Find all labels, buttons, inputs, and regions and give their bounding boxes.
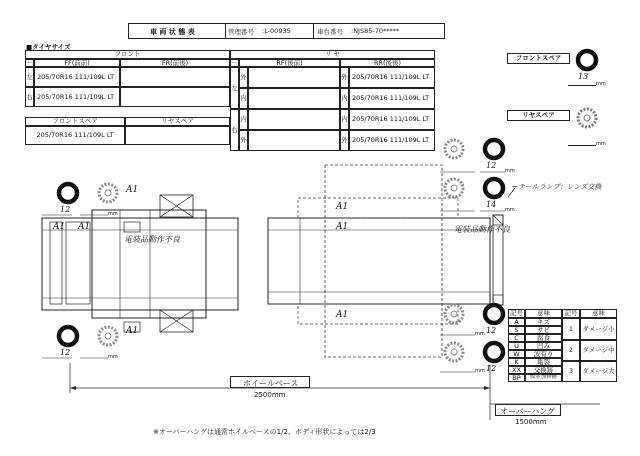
legend-code-c: C [508,334,525,342]
legend-code-w: W [508,350,525,358]
rear-left-outer2-tire-icon [482,176,506,200]
wheelbase-label: ホイールベース [243,379,299,388]
rr-left-outer: 205/70R16 111/109L LT [349,67,435,88]
rr-right-inner: 205/70R16 111/109L LT [349,109,435,130]
front-right-unit: mm [108,354,118,360]
sheet-title: 車 両 状 態 表 [150,28,195,36]
front-left-label: 左 [25,67,34,87]
front-left-unit: mm [108,211,118,217]
rear-right-outer-tire-icon [482,302,506,326]
front-left-depth: 12 [60,205,71,214]
legend-meaning-a: キズ [525,318,562,326]
legend-code-bp: BP [508,374,525,382]
legend-meaning-w: 波有り [525,350,562,358]
dash-cell-rear: － [231,58,238,67]
ff-left-value: 205/70R16 111/109L LT [34,67,120,87]
legend-meaning-c: 腐食 [525,334,562,342]
rear-spare-header: リヤスペア [125,117,230,126]
front-right-label: 右 [25,87,34,107]
rf-right-outer-tag: 外 [239,130,248,151]
legend-level-2-meaning: ダメージ中 [580,340,617,361]
tire-heading: ■タイヤサイズ [26,43,71,51]
legend-meaning-xx: 交換跡 [525,366,562,374]
rr-left-outer-tag: 外 [340,67,349,88]
wheelbase-value: 2500mm [254,391,286,399]
rear-left-depth: 12 [486,161,497,170]
damage-code-a1-5: A1 [336,202,349,212]
rr-header: RR(後後) [340,59,435,67]
legend-header-level: 記号 [562,309,580,318]
rear-bottom2-unit: mm [475,368,485,374]
legend-code-k: K [508,358,525,366]
rear-spare-box: リヤスペア [507,110,570,121]
rr-right-outer: 205/70R16 111/109L LT [349,130,435,151]
legend-meaning-k: 亀裂 [525,358,562,366]
legend-level-3: 3 [562,361,580,382]
legend-code-xx: XX [508,366,525,374]
ff-header: FF(前前) [34,59,120,67]
rear-left-outer-tire-icon [482,137,506,161]
front-spare-box: フロントスペア [507,53,570,64]
legend-header-level-meaning: 意味 [580,309,617,318]
damage-code-a1-1: A1 [126,185,139,195]
overhang-label: オーバーハング [500,407,556,416]
mgmt-label: 管理番号 [228,28,254,36]
legend-level-2: 2 [562,340,580,361]
front-right-depth: 12 [60,348,71,357]
front-spare-unit: mm [596,81,606,87]
rear-right-inner-tire-icon [442,302,466,326]
legend-code-u: U [508,342,525,350]
legend-level-3-meaning: ダメージ大 [580,361,617,382]
footnote: ※オーバーハングは通常ホイルベースの1/2、ボディ形状によっては2/3 [153,428,376,436]
rr-right-outer-tag: 外 [340,130,349,151]
note-electrical-left: 電装品動作不良 [124,235,180,244]
damage-code-a1-4: A1 [126,326,139,336]
legend-level-1-meaning: ダメージ小 [580,318,617,340]
rr-right-inner-tag: 内 [340,109,349,130]
rear-left-inner2-tire-icon [442,176,466,200]
rear-bottom-unit: mm [475,331,485,337]
rear-right-label: 右 [230,109,239,151]
legend-code-s: S [508,326,525,334]
front-spare-header: フロントスペア [25,117,125,126]
legend-header-meaning: 意味 [525,309,562,318]
chassis-value: :NJS85-70***** [351,27,400,35]
damage-code-a1-6: A1 [336,222,349,232]
rr-left-inner-tag: 内 [340,88,349,109]
rf-right-inner-tag: 内 [239,109,248,130]
rf-left-outer-tag: 外 [239,67,248,88]
rear-inner-depth: 14 [486,200,497,209]
overhang-value: 1500mm [515,418,547,426]
rf-left-inner-tag: 内 [239,88,248,109]
note-electrical-right: 電装品動作不良 [454,225,510,234]
ff-right-value: 205/70R16 111/109L LT [34,87,120,107]
front-spare-depth: 13 [578,72,589,81]
rear-left-unit: mm [505,168,515,174]
dash-cell-front: － [26,58,33,67]
rear-right-inner2-tire-icon [442,340,466,364]
chassis-label: 車台番号 [317,28,343,36]
front-spare-value: 205/70R16 111/109L LT [25,126,125,145]
mgmt-value: :L-00935 [262,27,291,35]
legend-level-1: 1 [562,318,580,340]
fr-header: FR(前後) [120,59,230,67]
legend-meaning-s: サビ [525,326,562,334]
legend-meaning-bp: 板金加修跡 [525,374,562,382]
rr-left-inner: 205/70R16 111/109L LT [349,88,435,109]
rf-header: RF(後前) [239,59,340,67]
rear-group-header: リ ヤ [230,50,435,59]
rear-bottom2-depth: 12 [486,364,497,373]
rear-bottom-depth: 12 [486,326,497,335]
note-taillamp: ←テールランプ：レンズ交換 [512,183,602,191]
rear-inner-unit: mm [505,207,515,213]
legend-header-code: 記号 [510,309,523,318]
rear-spare-unit: mm [596,141,606,147]
front-group-header: フロント [25,50,230,59]
rear-right-outer2-tire-icon [482,340,506,364]
damage-code-a1-3: A1 [78,222,91,232]
damage-code-a1-2: A1 [53,222,66,232]
rear-left-inner-tire-icon [442,137,466,161]
legend-meaning-u: 凹み [525,342,562,350]
rear-left-label: 左 [230,67,239,109]
legend-code-a: A [508,318,525,326]
damage-code-a1-7: A1 [336,310,349,320]
